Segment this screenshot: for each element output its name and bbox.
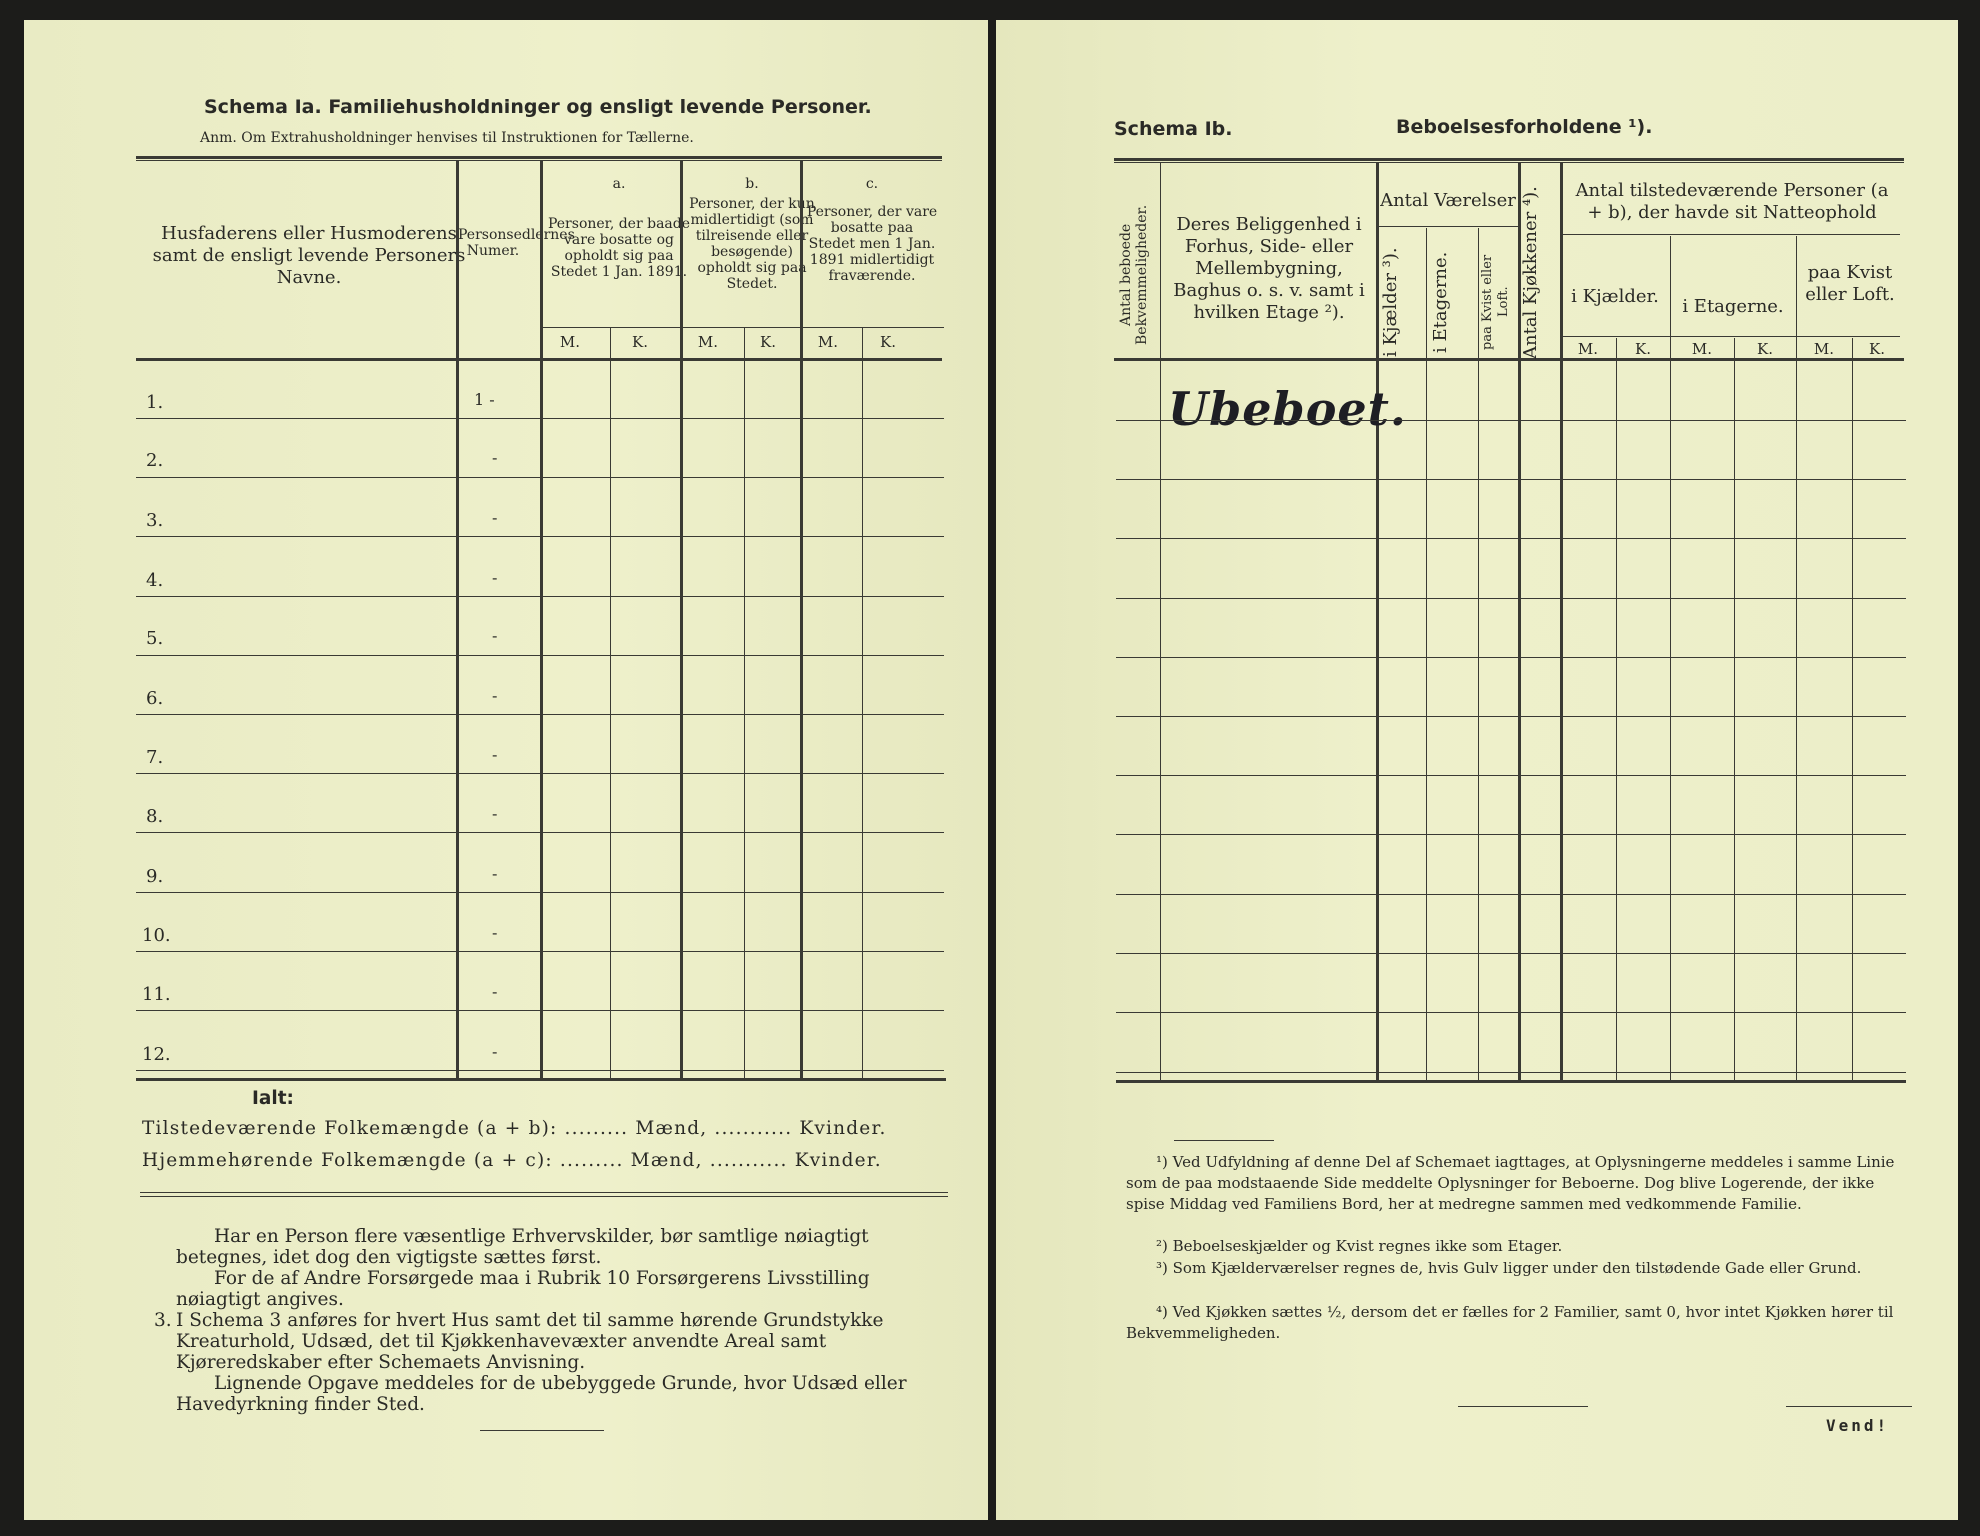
- col-b-m: M.: [697, 333, 719, 351]
- ialt-label: Ialt:: [252, 1088, 294, 1109]
- col-a-letter: a.: [612, 176, 626, 192]
- row-number-3: 3.: [146, 510, 164, 531]
- col-b-letter: b.: [745, 176, 759, 192]
- col-number-header: Personsedlernes Numer.: [458, 227, 575, 259]
- row-9-person-number: -: [492, 864, 498, 883]
- col-b-k: K.: [760, 333, 776, 351]
- row-3-person-number: -: [492, 508, 498, 527]
- row-number-2: 2.: [146, 450, 164, 471]
- col-i-etagerne: i Etagerne.: [1430, 251, 1451, 353]
- row-number-1: 1.: [146, 392, 164, 413]
- col-antal-personer: Antal tilstedeværende Personer (a + b), der havde sit Natteophold: [1575, 180, 1889, 223]
- col-c-header: Personer, der vare bosatte paa Stedet men 1 Jan. 1891 midlertidigt fraværende.: [806, 204, 938, 284]
- row-8-person-number: -: [492, 804, 498, 823]
- col-antal-vaerelser: Antal Værelser: [1380, 190, 1516, 211]
- col-bekvemmeligheder: Antal beboede Bekvemmeligheder.: [1118, 204, 1150, 346]
- row-5-person-number: -: [492, 626, 498, 645]
- pers-kj-k: K.: [1635, 340, 1651, 358]
- row-number-9: 9.: [146, 866, 164, 887]
- instruction-3: I Schema 3 anføres for hvert Hus samt det til samme hørende Grundstykke Kreaturhold, Udsæd, det til Kjøkkenhavevæxter anvendte Areal samt Kjøreredskaber efter Schemaets Anvisning.: [176, 1310, 884, 1373]
- vend-label: Vend!: [1826, 1416, 1890, 1435]
- row-12-person-number: -: [492, 1042, 498, 1061]
- footnote-2: ²) Beboelseskjælder og Kvist regnes ikke som Etager.: [1156, 1237, 1563, 1255]
- row-number-8: 8.: [146, 806, 164, 827]
- pers-kj-m: M.: [1577, 340, 1599, 358]
- col-names-header: Husfaderens eller Husmoderens samt de ensligt levende Personers Navne.: [152, 223, 466, 288]
- row-number-11: 11.: [142, 984, 171, 1005]
- hjemmehorende-line: Hjemmehørende Folkemængde (a + c): ......... Mænd, ........... Kvinder.: [142, 1150, 882, 1171]
- col-paa-kvist: paa Kvist eller Loft.: [1480, 254, 1511, 350]
- col-antal-kjokkener: Antal Kjøkkener ⁴).: [1520, 186, 1541, 360]
- schema-1a-note: Anm. Om Extrahusholdninger henvises til Instruktionen for Tællerne.: [200, 130, 694, 146]
- right-page: [996, 20, 1958, 1520]
- col-pers-paa-kvist: paa Kvist eller Loft.: [1805, 262, 1895, 305]
- pers-et-k: K.: [1757, 340, 1773, 358]
- col-beliggenhed: Deres Beliggenhed i Forhus, Side- eller Mellembygning, Baghus o. s. v. samt i hvilken Etage ²).: [1173, 214, 1365, 323]
- row-number-12: 12.: [142, 1044, 171, 1065]
- footnote-4: ⁴) Ved Kjøkken sættes ½, dersom det er fælles for 2 Familier, samt 0, hvor intet Kjøkken hører til Bekvemmeligheden.: [1126, 1303, 1894, 1342]
- col-pers-i-etagerne: i Etagerne.: [1682, 296, 1784, 317]
- col-c-letter: c.: [865, 176, 879, 192]
- row-number-10: 10.: [142, 925, 171, 946]
- col-i-kjaelder: i Kjælder ³).: [1380, 247, 1401, 357]
- handwritten-ubeboet: Ubeboet.: [1168, 382, 1407, 436]
- col-a-header: Personer, der baade vare bosatte og opholdt sig paa Stedet 1 Jan. 1891.: [547, 216, 691, 280]
- col-c-m: M.: [817, 333, 839, 351]
- col-pers-i-kjaelder: i Kjælder.: [1571, 286, 1659, 307]
- row-number-4: 4.: [146, 570, 164, 591]
- row-4-person-number: -: [492, 568, 498, 587]
- footnote-3: ³) Som Kjælderværelser regnes de, hvis Gulv ligger under den tilstødende Gade eller Grund.: [1156, 1259, 1862, 1277]
- instruction-1: Har en Person flere væsentlige Erhvervskilder, bør samtlige nøiagtigt betegnes, idet dog den vigtigste sættes først.: [176, 1226, 869, 1268]
- row-11-person-number: -: [492, 982, 498, 1001]
- pers-et-m: M.: [1691, 340, 1713, 358]
- row-10-person-number: -: [492, 923, 498, 942]
- schema-1b-title: Schema Ib.: [1114, 118, 1233, 140]
- left-page: [24, 20, 988, 1520]
- row-2-person-number: -: [492, 448, 498, 467]
- instruction-4: Lignende Opgave meddeles for de ubebyggede Grunde, hvor Udsæd eller Havedyrkning finder Sted.: [176, 1373, 907, 1415]
- row-7-person-number: -: [492, 745, 498, 764]
- pers-kv-k: K.: [1869, 340, 1885, 358]
- row-number-7: 7.: [146, 747, 164, 768]
- schema-1a-title: Schema Ia. Familiehusholdninger og ensligt levende Personer.: [204, 96, 872, 118]
- pers-kv-m: M.: [1813, 340, 1835, 358]
- col-a-m: M.: [559, 333, 581, 351]
- col-b-header: Personer, der kun midlertidigt (som tilreisende eller besøgende) opholdt sig paa Stedet.: [689, 196, 815, 292]
- instruction-3-number: 3.: [154, 1310, 172, 1331]
- footnote-1: ¹) Ved Udfyldning af denne Del af Schemaet iagttages, at Oplysningerne meddeles i samme Linie som de paa modstaaende Side meddelte Oplysninger for Beboerne. Dog blive Logerende, der ikke spise Middag ved Familiens Bord, her at medregne sammen med vedkommende Familie.: [1126, 1153, 1895, 1213]
- col-a-k: K.: [632, 333, 648, 351]
- col-c-k: K.: [880, 333, 896, 351]
- instruction-2: For de af Andre Forsørgede maa i Rubrik 10 Forsørgerens Livsstilling nøiagtigt angives.: [176, 1268, 870, 1310]
- row-number-5: 5.: [146, 628, 164, 649]
- row-number-6: 6.: [146, 688, 164, 709]
- beboelsesforhold-title: Beboelsesforholdene ¹).: [1396, 116, 1653, 138]
- row-6-person-number: -: [492, 686, 498, 705]
- row-1-person-number: 1 -: [474, 390, 495, 409]
- tilstedevaerende-line: Tilstedeværende Folkemængde (a + b): ......... Mænd, ........... Kvinder.: [142, 1118, 887, 1139]
